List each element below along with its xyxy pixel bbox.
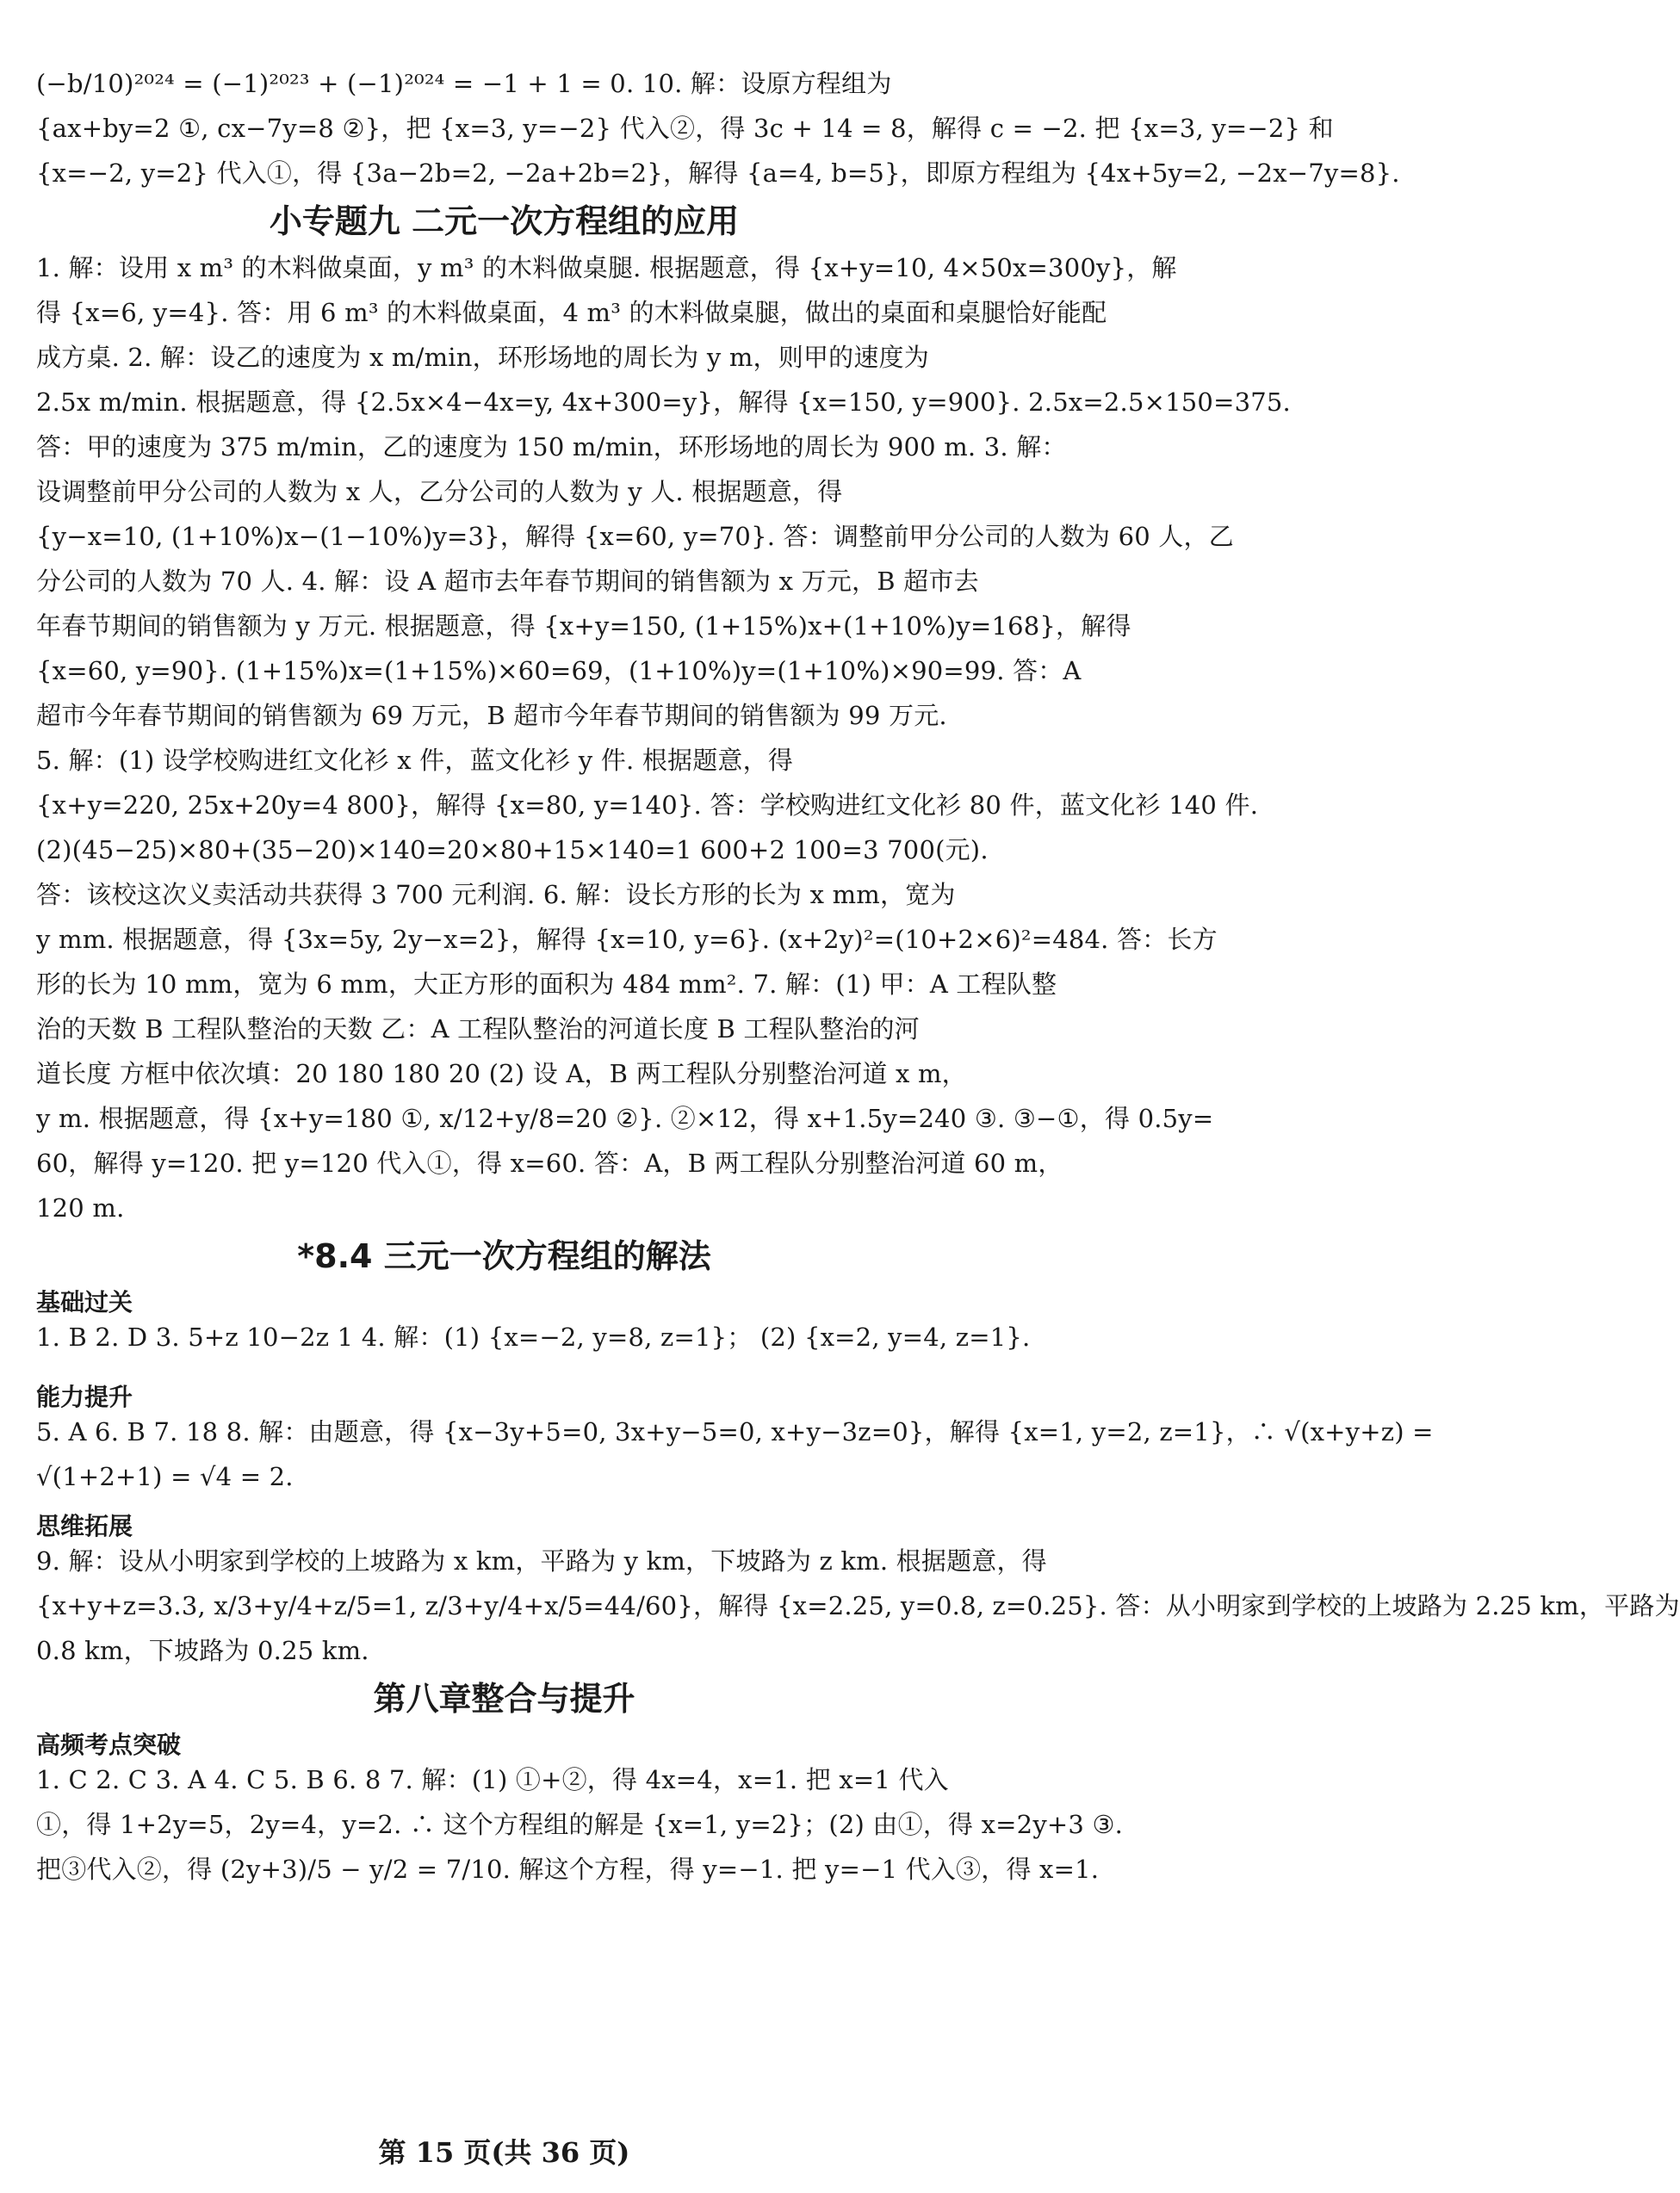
subheading: 高频考点突破 — [36, 1731, 182, 1759]
text-line: {y−x=10, (1+10%)x−(1−10%)y=3}，解得 {x=60, y=70}. 答：调整前甲分公司的人数为 60 人，乙 — [36, 522, 1234, 551]
page-number: 第 15 页(共 36 页) — [378, 2136, 630, 2169]
text-line: 答：该校这次义卖活动共获得 3 700 元利润. 6. 解：设长方形的长为 x mm，宽为 — [36, 880, 956, 909]
text-line: 得 {x=6, y=4}. 答：用 6 m³ 的木料做桌面，4 m³ 的木料做桌腿，做出的桌面和桌腿恰好能配 — [36, 298, 1107, 327]
text-line: 设调整前甲分公司的人数为 x 人，乙分公司的人数为 y 人. 根据题意，得 — [36, 477, 843, 506]
text-line: y m. 根据题意，得 {x+y=180 ①, x/12+y/8=20 ②}. ②×12，得 x+1.5y=240 ③. ③−①，得 0.5y= — [36, 1104, 1214, 1133]
text-line: {x+y+z=3.3, x/3+y/4+z/5=1, z/3+y/4+x/5=44/60}，解得 {x=2.25, y=0.8, z=0.25}. 答：从小明家到学校的上坡路为 2.25 km，平路为 — [36, 1591, 1680, 1620]
section-title: 第八章整合与提升 — [373, 1680, 635, 1718]
text-line: {x+y=220, 25x+20y=4 800}，解得 {x=80, y=140}. 答：学校购进红文化衫 80 件，蓝文化衫 140 件. — [36, 790, 1259, 820]
subheading: 基础过关 — [36, 1288, 133, 1316]
text-line: √(1+2+1) = √4 = 2. — [36, 1462, 294, 1491]
text-line: 超市今年春节期间的销售额为 69 万元，B 超市今年春节期间的销售额为 99 万元. — [36, 701, 947, 730]
text-line: 5. 解：(1) 设学校购进红文化衫 x 件，蓝文化衫 y 件. 根据题意，得 — [36, 746, 794, 775]
text-line: 9. 解：设从小明家到学校的上坡路为 x km，平路为 y km，下坡路为 z km. 根据题意，得 — [36, 1546, 1047, 1576]
text-line: 2.5x m/min. 根据题意，得 {2.5x×4−4x=y, 4x+300=y}，解得 {x=150, y=900}. 2.5x=2.5×150=375. — [36, 387, 1291, 417]
text-line: 形的长为 10 mm，宽为 6 mm，大正方形的面积为 484 mm². 7. 解：(1) 甲：A 工程队整 — [36, 970, 1057, 999]
text-line: 年春节期间的销售额为 y 万元. 根据题意，得 {x+y=150, (1+15%)x+(1+10%)y=168}，解得 — [36, 611, 1131, 641]
text-line: 0.8 km，下坡路为 0.25 km. — [36, 1636, 369, 1665]
text-line: 1. B 2. D 3. 5+z 10−2z 1 4. 解：(1) {x=−2, y=8, z=1}； (2) {x=2, y=4, z=1}. — [36, 1323, 1031, 1352]
text-line: 1. C 2. C 3. A 4. C 5. B 6. 8 7. 解：(1) ①+②，得 4x=4，x=1. 把 x=1 代入 — [36, 1765, 949, 1794]
text-line: (−b/10)²⁰²⁴ = (−1)²⁰²³ + (−1)²⁰²⁴ = −1 + 1 = 0. 10. 解：设原方程组为 — [36, 69, 892, 98]
top-block — [36, 67, 1400, 189]
subheading: 思维拓展 — [36, 1512, 133, 1540]
section-title: *8.4 三元一次方程组的解法 — [297, 1237, 711, 1275]
text-line: 1. 解：设用 x m³ 的木料做桌面，y m³ 的木料做桌腿. 根据题意，得 {x+y=10, 4×50x=300y}，解 — [36, 253, 1177, 282]
text-line: 分公司的人数为 70 人. 4. 解：设 A 超市去年春节期间的销售额为 x 万元，B 超市去 — [36, 567, 979, 596]
text-line: {x=−2, y=2} 代入①，得 {3a−2b=2, −2a+2b=2}，解得 {a=4, b=5}，即原方程组为 {4x+5y=2, −2x−7y=8}. — [36, 158, 1400, 188]
text-line: 成方桌. 2. 解：设乙的速度为 x m/min，环形场地的周长为 y m，则甲的速度为 — [36, 343, 929, 372]
text-line: 治的天数 B 工程队整治的天数 乙：A 工程队整治的河道长度 B 工程队整治的河 — [36, 1014, 920, 1044]
section-body — [36, 1729, 1124, 1886]
text-line: 5. A 6. B 7. 18 8. 解：由题意，得 {x−3y+5=0, 3x+y−5=0, x+y−3z=0}，解得 {x=1, y=2, z=1}，∴ √(x+y+z) = — [36, 1417, 1434, 1447]
text-line: {ax+by=2 ①, cx−7y=8 ②}，把 {x=3, y=−2} 代入②，得 3c + 14 = 8，解得 c = −2. 把 {x=3, y=−2} 和 — [36, 114, 1334, 143]
text-line: y mm. 根据题意，得 {3x=5y, 2y−x=2}，解得 {x=10, y=6}. (x+2y)²=(10+2×6)²=484. 答：长方 — [36, 925, 1218, 954]
section-body — [36, 251, 1291, 1224]
section-title: 小专题九 二元一次方程组的应用 — [269, 202, 740, 240]
text-line: 60，解得 y=120. 把 y=120 代入①，得 x=60. 答：A，B 两工程队分别整治河道 60 m， — [36, 1149, 1063, 1178]
text-line: 道长度 方框中依次填：20 180 180 20 (2) 设 A，B 两工程队分别整治河道 x m， — [36, 1059, 967, 1088]
text-line: 120 m. — [36, 1193, 125, 1223]
text-line: 答：甲的速度为 375 m/min，乙的速度为 150 m/min，环形场地的周长为 900 m. 3. 解： — [36, 432, 1067, 462]
text-line: ①，得 1+2y=5，2y=4，y=2. ∴ 这个方程组的解是 {x=1, y=2}；(2) 由①，得 x=2y+3 ③. — [36, 1810, 1124, 1839]
text-line: {x=60, y=90}. (1+15%)x=(1+15%)×60=69，(1+10%)y=(1+10%)×90=99. 答：A — [36, 656, 1082, 685]
section-body — [36, 1286, 1680, 1667]
text-line: 把③代入②，得 (2y+3)/5 − y/2 = 7/10. 解这个方程，得 y=−1. 把 y=−1 代入③，得 x=1. — [36, 1855, 1100, 1884]
subheading: 能力提升 — [36, 1383, 133, 1411]
text-line: (2)(45−25)×80+(35−20)×140=20×80+15×140=1 600+2 100=3 700(元). — [36, 835, 989, 864]
